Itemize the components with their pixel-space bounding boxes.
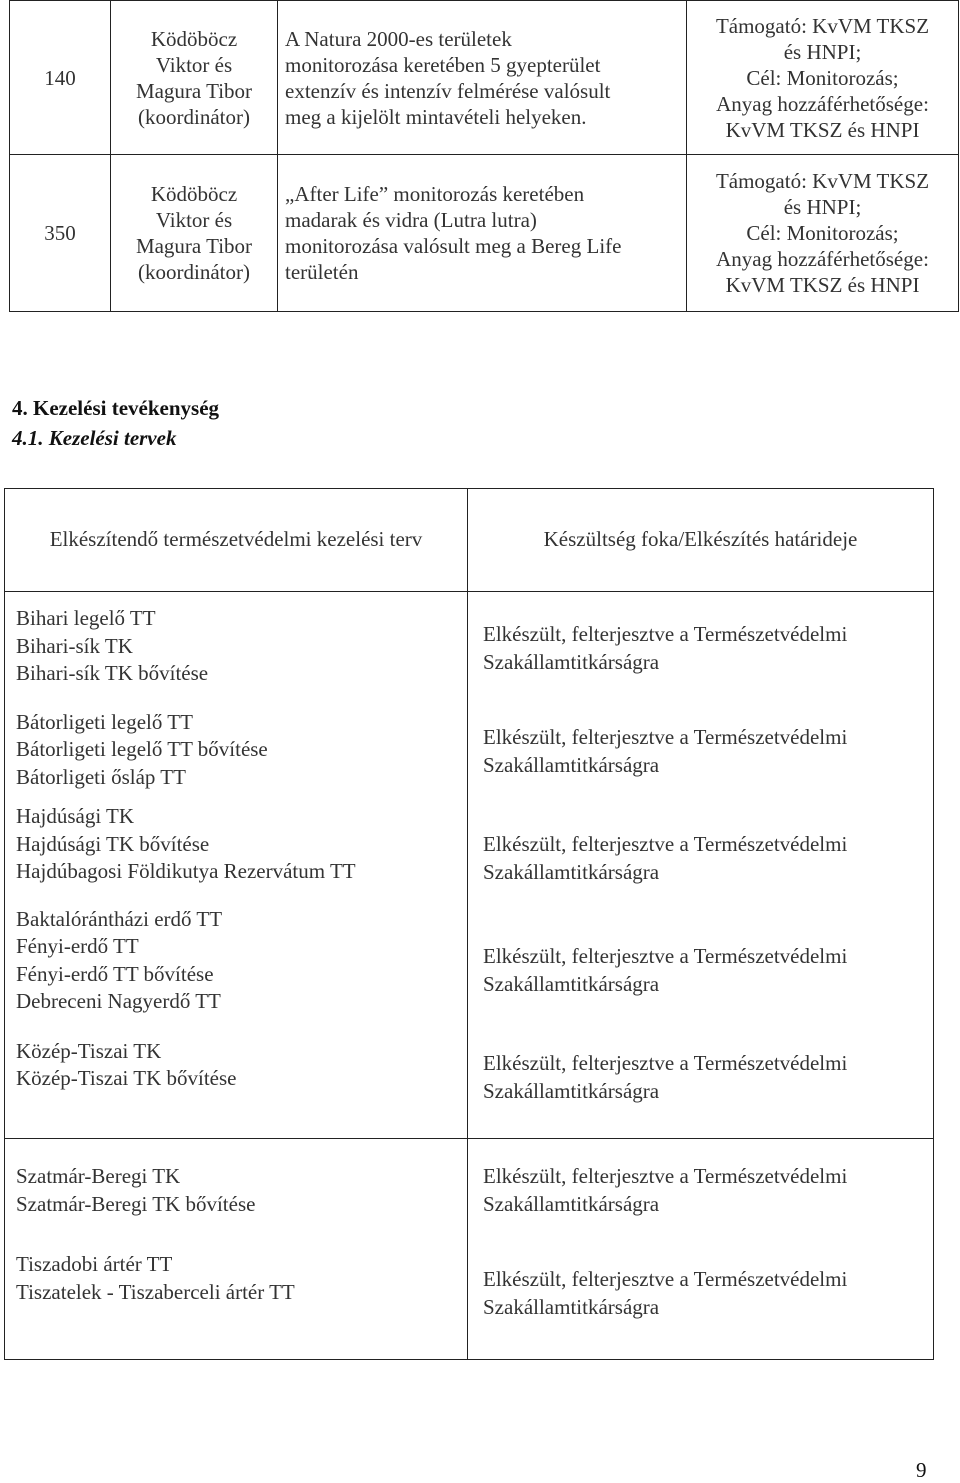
description-line: monitorozása valósult meg a Bereg Life <box>285 234 622 258</box>
subsection-heading: 4.1. Kezelési tervek <box>12 426 177 450</box>
status-group <box>483 943 933 998</box>
plan-name: Tiszadobi ártér TT <box>16 1252 173 1276</box>
status-text: Elkészült, felterjesztve a Természetvédelmi <box>483 1267 848 1291</box>
status-text: Elkészült, felterjesztve a Természetvédelmi <box>483 1164 848 1188</box>
support-line: Cél: Monitorozás; <box>746 221 899 245</box>
description-line: „After Life” monitorozás keretében <box>285 182 585 206</box>
description-line: meg a kijelölt mintavételi helyeken. <box>285 104 587 129</box>
plan-name: Hajdúbagosi Földikutya Rezervátum TT <box>16 859 356 883</box>
status-text: Elkészült, felterjesztve a Természetvédelmi <box>483 622 848 646</box>
status-text: Szakállamtitkárságra <box>483 752 660 777</box>
support-line: Cél: Monitorozás; <box>746 65 899 90</box>
table-header-row <box>5 489 934 592</box>
plan-status-cell <box>468 1139 934 1360</box>
plan-status-cell <box>468 592 934 1139</box>
people-line: Viktor és <box>155 52 233 77</box>
plan-name: Baktalórántházi erdő TT <box>16 906 223 931</box>
status-text: Szakállamtitkárságra <box>483 859 660 884</box>
status-group <box>483 621 933 676</box>
people-line: Magura Tibor <box>135 78 253 103</box>
status-text: Szakállamtitkárságra <box>483 1191 660 1216</box>
column-header-plan: Elkészítendő természetvédelmi kezelési terv <box>5 489 468 592</box>
plan-name: Bátorligeti ősláp TT <box>16 764 186 789</box>
plan-name: Fényi-erdő TT bővítése <box>16 961 214 986</box>
status-text: Szakállamtitkárságra <box>483 1078 660 1103</box>
plan-name: Bihari-sík TK bővítése <box>16 661 209 685</box>
row-number: 140 <box>10 1 111 155</box>
support-line: Anyag hozzáférhetősége: <box>716 91 929 116</box>
support-cell <box>687 1 959 155</box>
plan-group <box>16 1038 467 1093</box>
people-line: (koordinátor) <box>138 104 250 129</box>
status-text: Szakállamtitkárságra <box>483 649 660 674</box>
plan-name: Bátorligeti legelő TT <box>16 709 193 734</box>
description-line: A Natura 2000-es területek <box>285 26 512 51</box>
description-line: monitorozása keretében 5 gyepterület <box>285 52 601 77</box>
plan-group <box>16 1163 467 1218</box>
support-line: Támogató: KvVM TKSZ <box>715 13 930 38</box>
plan-name: Szatmár-Beregi TK bővítése <box>16 1191 256 1216</box>
status-text: Elkészült, felterjesztve a Természetvédelmi <box>483 725 848 749</box>
status-text: Elkészült, felterjesztve a Természetvédelmi <box>483 1051 848 1075</box>
plan-name: Bátorligeti legelő TT bővítése <box>16 737 268 761</box>
plan-name: Közép-Tiszai TK bővítése <box>16 1066 237 1090</box>
description-line: extenzív és intenzív felmérése valósult <box>285 78 611 103</box>
support-line: Anyag hozzáférhetősége: <box>716 247 929 271</box>
plan-name: Tiszatelek - Tiszaberceli ártér TT <box>16 1279 295 1304</box>
status-group <box>483 1266 933 1321</box>
activity-row <box>10 155 959 312</box>
column-header-status: Készültség foka/Elkészítés határideje <box>468 489 934 592</box>
plan-name: Fényi-erdő TT <box>16 934 139 958</box>
plan-name: Bihari-sík TK <box>16 633 133 658</box>
plan-name: Bihari legelő TT <box>16 606 156 630</box>
status-text: Szakállamtitkárságra <box>483 971 660 996</box>
people-line: (koordinátor) <box>138 260 250 284</box>
status-group <box>483 1050 933 1105</box>
plan-name: Debreceni Nagyerdő TT <box>16 989 221 1013</box>
status-text: Elkészült, felterjesztve a Természetvédelmi <box>483 832 848 856</box>
plan-name: Hajdúsági TK bővítése <box>16 831 210 856</box>
support-line: Támogató: KvVM TKSZ <box>715 169 930 193</box>
management-plan-table <box>4 488 934 1360</box>
plan-name: Hajdúsági TK <box>16 804 135 828</box>
status-text: Szakállamtitkárságra <box>483 1294 660 1319</box>
plan-names-cell <box>5 592 468 1139</box>
people-line: Ködöböcz <box>150 26 238 51</box>
people-line: Magura Tibor <box>135 234 253 258</box>
support-cell <box>687 155 959 312</box>
support-line: KvVM TKSZ és HNPI <box>725 117 920 142</box>
plan-group <box>16 1251 467 1306</box>
description-line: területén <box>285 260 359 284</box>
status-group <box>483 1163 933 1218</box>
activity-table <box>9 0 959 312</box>
plan-names-cell <box>5 1139 468 1360</box>
people-cell <box>111 1 278 155</box>
plan-group <box>16 906 467 1016</box>
plan-group <box>16 803 467 886</box>
status-group <box>483 831 933 886</box>
plan-name: Közép-Tiszai TK <box>16 1038 162 1063</box>
row-number: 350 <box>10 155 111 312</box>
description-line: madarak és vidra (Lutra lutra) <box>285 208 537 232</box>
status-text: Elkészült, felterjesztve a Természetvédelmi <box>483 944 848 968</box>
people-line: Viktor és <box>155 208 233 232</box>
description-cell <box>278 155 687 312</box>
activity-row <box>10 1 959 155</box>
support-line: és HNPI; <box>783 195 862 219</box>
plan-group <box>16 605 467 688</box>
support-line: KvVM TKSZ és HNPI <box>725 273 920 297</box>
table-row <box>5 592 934 1139</box>
status-group <box>483 724 933 779</box>
page-number: 9 <box>916 1458 927 1482</box>
table-row <box>5 1139 934 1360</box>
people-line: Ködöböcz <box>150 182 238 206</box>
description-cell <box>278 1 687 155</box>
plan-name: Szatmár-Beregi TK <box>16 1164 181 1188</box>
plan-group <box>16 709 467 792</box>
people-cell <box>111 155 278 312</box>
section-heading: 4. Kezelési tevékenység <box>12 396 220 420</box>
support-line: és HNPI; <box>783 39 862 64</box>
